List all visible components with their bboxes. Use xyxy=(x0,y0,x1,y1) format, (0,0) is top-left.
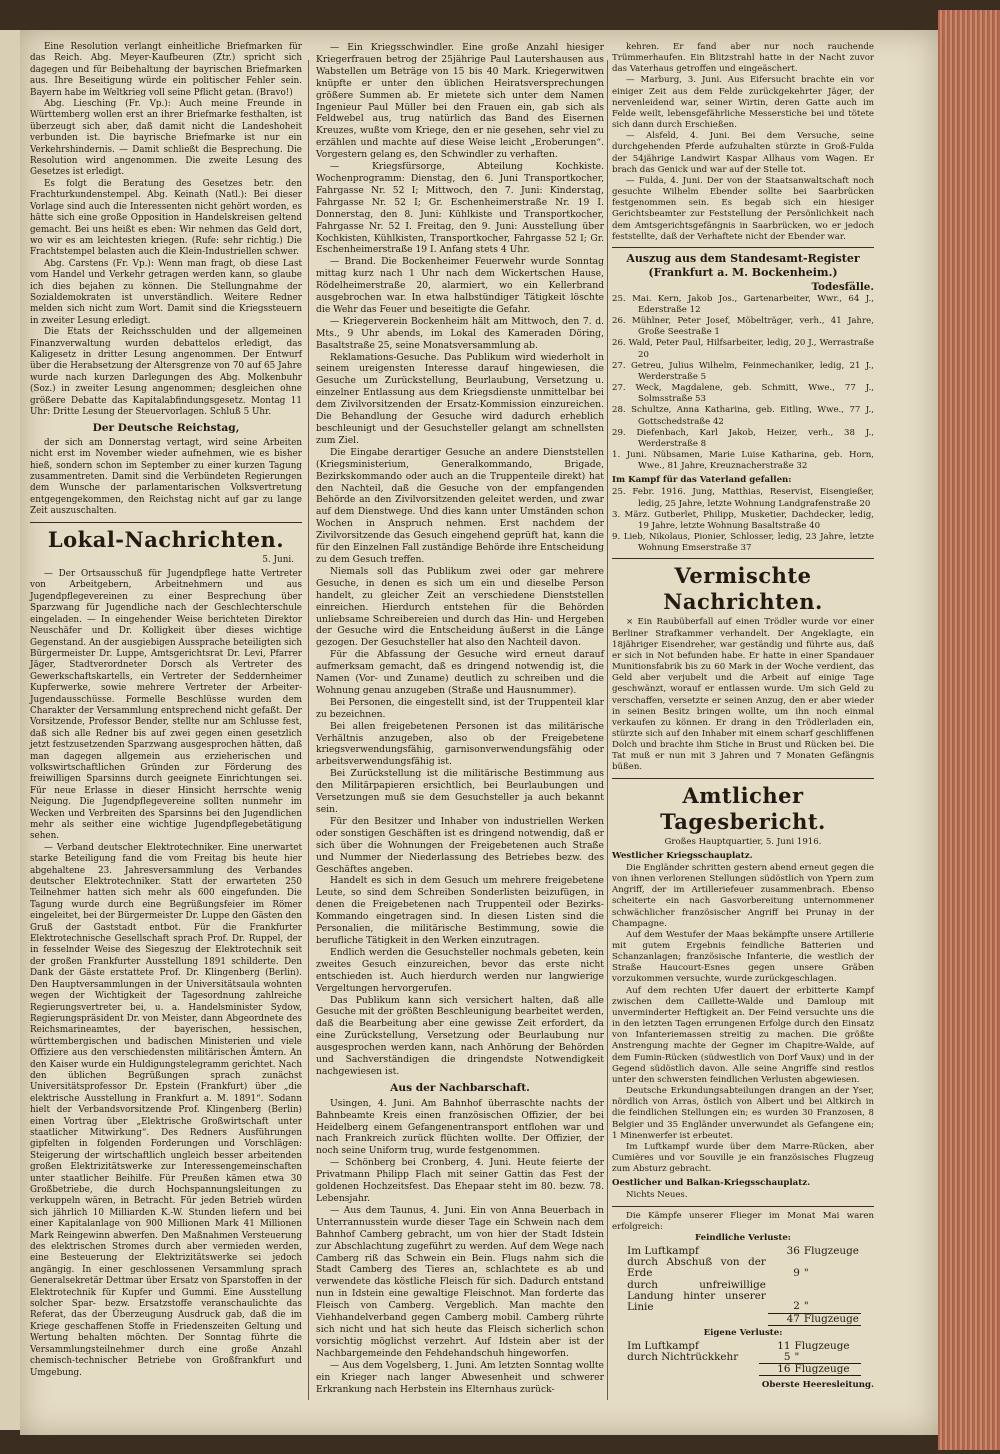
loss-total-row xyxy=(625,1364,861,1376)
divider xyxy=(612,1206,874,1207)
fallen-entry: 25. Febr. 1916. Jung, Matthias, Reservist, Eisengießer, ledig, 25 Jahre, letzte Wohnung Landgrafenstraße 20 xyxy=(612,487,874,509)
own-losses-table xyxy=(625,1341,861,1376)
article-paragraph: Auf dem rechten Ufer dauert der erbitterte Kampf zwischen dem Caillette-Walde und Damloup mit unverminderter Heftigkeit an. Der Feind versuchte uns die in den letzten Tagen errungenen Erfolge durch den Einsatz von Infanteriemassen streitig zu machen. Die größte Anstrengung machte der Gegner im Chapitre-Walde, auf dem Fumin-Rücken (südwestlich von Dorf Vaux) und in der Gegend südöstlich davon. Alle seine Angriffe sind restlos unter den schwersten feindlichen Verlusten abgewiesen. xyxy=(612,985,874,1085)
divider xyxy=(612,778,874,779)
west-heading: Westlicher Kriegsschauplatz. xyxy=(612,850,753,861)
article-paragraph: Bei Personen, die eingestellt sind, ist der Truppenteil klar zu bezeichnen. xyxy=(316,696,604,720)
article-paragraph: Eine Resolution verlangt einheitliche Briefmarken für das Reich. Abg. Meyer-Kaufbeuren (Ztr.) spricht sich dagegen und für Beibehaltung der bayrischen Briefmarken aus. Ihre Beseitigung würde ein politischer Fehler sein. Bayern habe im Weltkrieg voll seine Pflicht getan. (Bravo!) xyxy=(30,42,302,98)
article-paragraph: Für die Abfassung der Gesuche wird erneut darauf aufmerksam gemacht, daß es dringend notwendig ist, die Namen (Vor- und Zuname) deutlich zu schreiben und die Wohnung genau anzugeben (Straße und Hausnummer). xyxy=(316,649,604,696)
death-entry: 26. Wald, Peter Paul, Hilfsarbeiter, ledig, 20 J., Werrastraße 20 xyxy=(612,338,874,360)
loss-unit: " xyxy=(793,1352,861,1364)
loss-unit: " xyxy=(802,1280,861,1313)
loss-num: 2 xyxy=(768,1280,802,1313)
loss-row xyxy=(625,1352,861,1364)
deaths-heading: Todesfälle. xyxy=(811,280,874,293)
loss-total-unit: Flugzeuge xyxy=(793,1364,861,1376)
loss-label: durch Nichtrückkehr xyxy=(627,1351,739,1364)
register-title: Auszug aus dem Standesamt-Register xyxy=(626,251,860,265)
death-entry: 27. Getreu, Julius Wilhelm, Feinmechaniker, ledig, 21 J., Werderstraße 5 xyxy=(612,360,874,382)
article-paragraph: Bei Zurückstellung ist die militärische Bestimmung aus den Militärpapieren ersichtlich, bei Beurlaubungen und Versetzungen muß sie dem Gesuchsteller ja auch bekannt sein. xyxy=(316,768,604,815)
loss-unit: Flugzeuge xyxy=(803,1245,859,1258)
enemy-losses-table xyxy=(625,1246,861,1326)
death-entry: 27. Weck, Magdalene, geb. Schmitt, Wwe., 77 J., Solmsstraße 53 xyxy=(612,383,874,405)
article-paragraph: — Aus dem Taunus, 4. Juni. Ein von Anna Beuerbach in Unterrannusstein wurde dieser Tage ein Schwein nach dem Bahnhof Camberg gebracht, um von hier der Stadt Idstein zur Abschlachtung zugeführt zu werden. Auf dem Wege nach Camberg riß das Schwein ein Bein. Flugs nahm sich die Stadt Camberg des Tieres an, schlachtete es ab und verwendete das köstliche Fleisch für sich. Dadurch entstand nun in Idstein eine gewaltige Fleischnot. Man forderte das Fleisch von Camberg. Vergeblich. Man machte den Viehhandelverband gegen Camberg mobil. Camberg rührte sich nicht und hat sich heute das Fleisch sicherlich schon vorsichtig möglichst verzehrt. Auf Idstein aber ist der Nachbargemeinde den Fehdehandschuh hingeworfen. xyxy=(316,1204,604,1359)
fallen-list xyxy=(612,487,874,554)
loss-total-num: 16 xyxy=(759,1364,793,1376)
nachbarschaft-heading: Aus der Nachbarschaft. xyxy=(390,1081,530,1094)
fallen-heading: Im Kampf für das Vaterland gefallen: xyxy=(612,475,792,486)
article-paragraph: Die Eingabe derartiger Gesuche an andere Dienststellen (Kriegsministerium, Generalkommando, Brigade, Bezirkskommando oder auch an die Truppenteile direkt) hat den Nachteil, daß die Gesuche von der empfangenden Behörde an den Zivilvorsitzenden geleitet werden, und zwar auf dem Dienstwege. Und dies kann unter Umständen schon Wochen in Anspruch nehmen. Erst nachdem der Zivilvorsitzende das Gesuch eingehend geprüft hat, kann die für den Einzelnen Fall zuständige Behörde ihre Entscheidung zu dem Gesuch treffen. xyxy=(316,446,604,565)
loss-row xyxy=(625,1341,861,1352)
tagesbericht-heading: Amtlicher Tagesbericht. xyxy=(660,782,826,834)
article-paragraph: — Schönberg bei Cronberg, 4. Juni. Heute feierte der Privatmann Philipp Flach mit seiner Gattin das Fest der goldenen Hochzeitsfest. Das Ehepaar steht im 80. bezw. 78. Lebensjahr. xyxy=(316,1157,604,1204)
death-entry: 26. Mühlner, Peter Josef, Möbelträger, verh., 41 Jahre, Große Seestraße 1 xyxy=(612,316,874,338)
book-page-edges xyxy=(938,10,1000,1450)
loss-row xyxy=(625,1280,861,1313)
loss-label: durch Abschuß von der Erde xyxy=(627,1256,766,1280)
article-paragraph: — Ein Kriegsschwindler. Eine große Anzahl hiesiger Kriegerfrauen betrog der 25jährige Paul Lautershausen aus Wabstellen um Beträge von 15 bis 40 Mark. Kriegerwitwen knüpfte er unter den üblichen Heiratsversprechungen größere Summen ab. Er mietete sich unter dem Namen Ingenieur Paul Müller bei den Frauen ein, gab sich als Feldwebel aus, trug natürlich das Band des Eisernen Kreuzes, wußte vom Kriege, den er nie gesehen, sehr viel zu erzählen und machte auf diese Weise leicht „Eroberungen“. Vorgestern gelang es, den Schwindler zu verhaften. xyxy=(316,42,604,161)
loss-num: 11 xyxy=(777,1339,791,1352)
loss-total-row xyxy=(625,1313,861,1325)
enemy-losses-heading: Feindliche Verluste: xyxy=(695,1232,791,1243)
column-3 xyxy=(612,42,874,1391)
article-paragraph: Das Publikum kann sich versichert halten, daß alle Gesuche mit der größten Beschleunigung bearbeitet werden, daß die Bearbeitung aber eine gewisse Zeit erfordert, da eine Zurückstellung, Versetzung oder Beurlaubung nur ausgesprochen werden kann, nach Anhörung der Behörden und Sachverständigen die dringendste Notwendigkeit nachgewiesen ist. xyxy=(316,994,604,1077)
death-entry: 25. Mai. Kern, Jakob Jos., Gartenarbeiter, Wwr., 64 J., Ederstraße 12 xyxy=(612,293,874,315)
article-paragraph: kehren. Er fand aber nur noch rauchende Trümmerhaufen. Ein Blitzstrahl hatte in der Nacht zuvor das Vaterhaus getroffen und eingeäschert. xyxy=(612,42,874,75)
article-paragraph: Endlich werden die Gesuchsteller nochmals gebeten, kein zweites Gesuch einzureichen, bevor das erste nicht entschieden ist. Auch hierdurch werden nur langwierige Vergeltungen hervorgerufen. xyxy=(316,946,604,994)
loss-unit: Flugzeuge xyxy=(794,1339,850,1352)
loss-unit: " xyxy=(803,1267,809,1280)
vermischte-heading: Vermischte Nachrichten. xyxy=(663,563,823,615)
loss-label: durch unfreiwillige Landung hinter unserer Linie xyxy=(627,1278,766,1313)
column-rule-1 xyxy=(308,60,309,1400)
article-paragraph: der sich am Donnerstag vertagt, wird seine Arbeiten nicht erst im November wieder aufnehmen, wie es bisher hieß, sondern schon im September zu einer kurzen Tagung zusammentreten. Damit sind die Verbündeten Regierungen dem Wunsche der parlamentarischen Volksvertretung entgegengekommen, den Reichstag nicht auf gar zu lange Zeit auszuschalten. xyxy=(30,437,302,517)
loss-label: Im Luftkampf xyxy=(627,1339,699,1352)
register-subtitle: (Frankfurt a. M. Bockenheim.) xyxy=(648,265,838,279)
column-rule-2 xyxy=(607,60,608,1400)
article-paragraph: — Kriegerverein Bockenheim hält am Mittwoch, den 7. d. Mts., 9 Uhr abends, im Lokal des Kameraden Döring, Basaltstraße 25, seine Monatsversammlung ab. xyxy=(316,315,604,351)
loss-num: 5 xyxy=(759,1352,793,1364)
lokal-dateline: 5. Juni. xyxy=(262,554,294,565)
death-entry: 28. Schultze, Anna Katharina, geb. Eitling, Wwe., 77 J., Gottschedstraße 42 xyxy=(612,405,874,427)
death-entry: 29. Diefenbach, Karl Jakob, Heizer, verh., 38 J., Werderstraße 8 xyxy=(612,427,874,449)
loss-row xyxy=(625,1257,861,1279)
fallen-entry: 9. Lieb, Nikolaus, Pionier, Schlosser, ledig, 23 Jahre, letzte Wohnung Emserstraße 37 xyxy=(612,532,874,554)
loss-num: 9 xyxy=(793,1267,800,1280)
loss-num: 36 xyxy=(786,1245,800,1258)
column-2 xyxy=(316,42,604,1395)
loss-label: Im Luftkampf xyxy=(627,1245,699,1258)
deaths-list xyxy=(612,294,874,473)
divider xyxy=(30,522,302,523)
article-paragraph: Handelt es sich in dem Gesuch um mehrere freigebetene Leute, so sind dem Schreiben Sonderlisten beizufügen, in denen die Freigebetenen nach Truppenteil oder Bezirks-Kommando eingetragen sind. In diesen Listen sind die Personalien, die militärische Bestimmung, sowie die berufliche Tätigkeit in den Werken einzutragen. xyxy=(316,875,604,946)
article-paragraph: Bei allen freigebetenen Personen ist das militärische Verhältnis anzugeben, also ob der Freigebetene kriegsverwendungsfähig, garnisonverwendungsfähig oder arbeitsverwendungsfähig ist. xyxy=(316,720,604,768)
article-paragraph: Es folgt die Beratung des Gesetzes betr. den Frachturkundenstempel. Abg. Keinath (Natl.): Bei dieser Vorlage sind auch die Interessenten nicht gehört worden, es hätte sich eine große Opposition in Handelskreisen geltend gemacht. Bei uns heißt es eben: Wir nehmen das Geld dort, wo wir es am leichtesten kriegen. (Rufe: sehr richtig.) Die Frachtstempel belasten auch die Klein-Industriellen schwer. xyxy=(30,178,302,258)
lokal-nachrichten-heading: Lokal-Nachrichten. xyxy=(47,526,285,552)
article-paragraph: Für den Besitzer und Inhaber von industriellen Werken oder sonstigen Geschäften ist es dringend notwendig, daß er sich über die Wohnungen der Freigebetenen auch Straße und Nummer der Niederlassung des Betriebes bezw. des Geschäftes angeben. xyxy=(316,815,604,875)
article-paragraph: — Aus dem Vogelsberg, 1. Juni. Am letzten Sonntag wollte ein Krieger nach langer Abwesenheit und schwerer Erkrankung nach Herbstein ins Elternhaus zurück- xyxy=(316,1359,604,1395)
reichstag-heading: Der Deutsche Reichstag, xyxy=(92,422,240,435)
article-paragraph: — Brand. Die Bockenheimer Feuerwehr wurde Sonntag mittag kurz nach 1 Uhr nach dem Wickertschen Hause, Rödelheimerstraße 20, alarmiert, wo ein Kellerbrand ausgebrochen war. In etwa halbstündiger Tätigkeit löschte die Wehr das Feuer und beseitigte die Gefahr. xyxy=(316,256,604,315)
article-paragraph: Deutsche Erkundungsabteilungen drangen an der Yser, nördlich von Arras, östlich von Albert und bei Altkirch in die feindlichen Stellungen ein; es wurden 30 Franzosen, 8 Belgier und 35 Engländer unverwundet als Gefangene ein; 1 Minenwerfer ist erbeutet. xyxy=(612,1086,874,1141)
own-losses-heading: Eigene Verluste: xyxy=(703,1327,783,1338)
article-paragraph: Auf dem Westufer der Maas bekämpfte unsere Artillerie mit gutem Ergebnis feindliche Batterien und Schanzanlagen; französische Infanterie, die westlich der Straße Haucourt-Esnes gegen unsere Gräben vorzukommen versuchte, wurde zurückgeschlagen. xyxy=(612,929,874,985)
death-entry: 1. Juni. Nübsamen, Marie Luise Katharina, geb. Horn, Wwe., 81 Jahre, Kreuznacherstraße 32 xyxy=(612,450,874,472)
article-paragraph: Im Luftkampf wurde über dem Marre-Rücken, aber Cumières und vor Souville je ein französisches Flugzeug zum Absturz gebracht. xyxy=(612,1141,874,1175)
fallen-entry: 3. März. Gutberlet, Philipp, Musketier, Dachdecker, ledig, 19 Jahre, letzte Wohnung Basaltstraße 40 xyxy=(612,509,874,531)
loss-total-num: 47 xyxy=(768,1313,802,1325)
tagesbericht-dateline: Großes Hauptquartier, 5. Juni 1916. xyxy=(664,836,822,847)
article-paragraph: — Kriegsfürsorge, Abteilung Kochkiste. Wochenprogramm: Dienstag, den 6. Juni Transportkocher, Fahrgasse Nr. 52 I; Mittwoch, den 7. Juni: Kinderstag, Fahrgasse Nr. 52 I; Gr. Eschenheimerstraße Nr. 19 I. Donnerstag, den 8. Juni: Kühlkiste und Transportkocher, Fahrgasse Nr. 52 I. Freitag, den 9. Juni: Ausstellung über Kochkisten, Kühlkisten, Transportkocher, Fahrgasse 52 I; Gr. Eschenheimerstraße 19 I. Anfang stets 4 Uhr. xyxy=(316,161,604,256)
article-paragraph: Nichts Neues. xyxy=(626,1190,688,1201)
article-paragraph: × Ein Raubüberfall auf einen Trödler wurde vor einer Berliner Strafkammer verhandelt. Der Angeklagte, ein 18jähriger Eisendreher, war geständig und führte aus, daß er sich in Not befunden habe. Er hatte in einer Spandauer Munitionsfabrik bis zu 60 Mark in der Woche verdient, das Geld aber verjubelt und die Arbeit auf einige Tage geschwänzt, worauf er entlassen wurde. Um sich Geld zu verschaffen, versetzte er seinen Anzug, den er aber wieder in seinen Besitz bringen wollte, um ihn noch einmal verkaufen zu können. Er drang in den Trödlerladen ein, stürzte sich auf den Inhaber mit einem scharf geschliffenen Dolch und brachte ihm Stiche in Brust und Rücken bei. Die Tat muß er nun mit 3 Jahren und 7 Monaten Gefängnis büßen. xyxy=(612,617,874,773)
article-paragraph: Abg. Liesching (Fr. Vp.): Auch meine Freunde in Württemberg wollen erst an ihrer Briefmarke festhalten, ist überzeugt sich aber, daß damit nicht die Landeshoheit verbunden ist. Die bayrische Briefmarke ist nur ein Verkehrshindernis. — Damit schließt die Besprechung. Die Resolution wird angenommen. Die zweite Lesung des Gesetzes ist erledigt. xyxy=(30,99,302,178)
ost-heading: Oestlicher und Balkan-Kriegsschauplatz. xyxy=(612,1178,811,1189)
article-paragraph: Abg. Carstens (Fr. Vp.): Wenn man fragt, ob diese Last vom Handel und Verkehr getragen werden kann, so glaube ich dies bejahen zu können. Die Stellungnahme der Sozialdemokraten ist unverständlich. Weitere Redner melden sich nicht zum Wort. Damit sind die Kriegssteuern in zweiter Lesung erledigt. xyxy=(30,258,302,326)
article-paragraph: Reklamations-Gesuche. Das Publikum wird wiederholt in seinem ureigensten Interesse darauf hingewiesen, die Gesuche um Zurückstellung, Beurlaubung, Versetzung u. einzelner Entlassung aus dem Kriegsdienste unmittelbar bei dem Zivilvorsitzenden der Ersatz-Kommission einzureichen. Die Behandlung der Gesuche wird dadurch erheblich beschleunigt und der Gesuchsteller gelangt am schnellsten zum Ziel. xyxy=(316,351,604,446)
article-paragraph: Die Etats der Reichsschulden und der allgemeinen Finanzverwaltung wurden debattelos erledigt, das Kaligesetz in dritter Lesung angenommen. Der Entwurf über die Herabsetzung der Altersgrenze von 70 auf 65 Jahre wurde nach kurzen Darlegungen des Abg. Molkenbuhr (Soz.) in zweiter Lesung angenommen; desgleichen ohne größere Debatte das Kapitalabfindungsgesetz. Montag 11 Uhr: Dritte Lesung der Steuervorlagen. Schluß 5 Uhr. xyxy=(30,327,302,417)
article-paragraph: Usingen, 4. Juni. Am Bahnhof überraschte nachts der Bahnbeamte Kreis einen französischen Offizier, der bei Heidelberg einem Gefangenentransport entflohen war und nach Frankreich zurück flüchten wollte. Der Offizier, der noch seine Uniform trug, wurde festgenommen. xyxy=(316,1097,604,1157)
loss-label xyxy=(625,1313,768,1325)
column-1 xyxy=(30,42,302,1379)
article-paragraph: — Alsfeld, 4. Juni. Bei dem Versuche, seine durchgehenden Pferde aufzuhalten stürzte in Groß-Fulda der 54jährige Landwirt Kaspar Allhaus vom Wagen. Er brach das Genick und war auf der Stelle tot. xyxy=(612,131,874,175)
divider xyxy=(612,247,874,248)
previous-page-edge xyxy=(0,30,20,1430)
loss-total-unit: Flugzeuge xyxy=(803,1312,859,1325)
flieger-intro: Die Kämpfe unserer Flieger im Monat Mai waren erfolgreich: xyxy=(612,1210,874,1232)
article-paragraph: Die Engländer schritten gestern abend erneut gegen die von ihnen verlorenen Stellungen südöstlich von Ypern zum Angriff, der im Artilleriefeuer zusammenbrach. Ebenso scheiterte ein nach Gasvorbereitung unternommener schwächlicher französischer Angriff bei Prunay in der Champagne. xyxy=(612,862,874,929)
article-paragraph: — Der Ortsausschuß für Jugendpflege hatte Vertreter von Arbeitgebern, Arbeitnehmern und aus Jugendpflegevereinen zu einer Besprechung über Sparzwang für Jugendliche nach der Geschlechterschule eingeladen. — In eingehender Weise berichteten Direktor Neuschäfer und Dr. Kolligkeit über dieses wichtige Gegenstand. An der ausgiebigen Aussprache beteiligten sich Bürgermeister Dr. Luppe, Amtsgerichtsrat Dr. Levi, Pfarrer Jäger, Stadtverordneter Dorsch als Vertreter des Gewerkschaftskartells, ein Vertreter der Seddernheimer Kupferwerke, sowie mehrere Vertreter der Arbeiter-Jugendausschüsse. Formelle Beschlüsse wurden dem Charakter der Versammlung entsprechend nicht gefaßt. Der Vorsitzende, Professor Bender, stellte nur am Schlusse fest, daß sich alle Redner bis auf zwei gegen einen gesetzlich jetzt festzusetzenden Sparzwang ausgesprochen hätten, daß man dagegen allgemein aus erzieherischen und volkswirtschaftlichen Gründen zur Förderung des freiwilligen Sparsinns durch geeignete Einrichtungen sei. Für neue Erlasse in dieser Hinsicht herrschte wenig Neigung. Die Jugendpflegevereine sollten nunmehr im Wecken und Verbreiten des Sparsinns bei den Jugendlichen mehr als seither eine wichtige Jugendpflegebetätigung sehen. xyxy=(30,569,302,842)
divider xyxy=(612,558,874,559)
article-paragraph: — Verband deutscher Elektrotechniker. Eine unerwartet starke Beteiligung fand die vom Freitag bis heute hier abgehaltene 23. Jahresversammlung des Verbandes deutscher Elektrotechniker. Statt der erwarteten 250 Teilnehmer hatten sich mehr als 600 eingefunden. Die Tagung wurde durch eine Begrüßungsfeier im Römer eingeleitet, bei der Bürgermeister Dr. Luppe den Gästen den Gruß der Gaststadt entbot. Für die Frankfurter Elektrotechnische Gesellschaft sprach Prof. Dr. Ruppel, der in fesselnder Weise des Siegeszug der Elektrotechnik seit der großen Frankfurter Ausstellung 1891 schilderte. Den Dank der Gäste erstattete Prof. Dr. Klingenberg (Berlin). Den Hauptversammlungen in der Universitätsaula wohnten wegen der Wichtigkeit der Tagesordnung zahlreiche Regierungsvertreter bei, u. a. Handelsminister Sydow, Regierungspräsident Dr. von Meister, dann Abgeordnete des Reichsmarineamtes, der bayerischen, hessischen, württembergischen und badischen Ministerien und viele Offiziere aus den verschiedensten militärischen Ämtern. An den Kaiser wurde ein Huldigungstelegramm gerichtet. Nach den üblichen Begrüßungen sprach zunächst Universitätsprofessor Dr. Epstein (Frankfurt) über „die elektrische Ausstellung in Frankfurt a. M. 1891“. Sodann hielt der Verbandsvorsitzende Prof. Klingenberg (Berlin) einen Vortrag über „Elektrische Großwirtschaft unter staatlicher Mitwirkung“. Des Redners Ausführungen gipfelten in folgenden Forderungen und Vorschlägen: Steigerung der wirtschaftlich ungleich besser arbeitenden großen Elektrizitätswerke zur Interessengemeinschaften unter staatlicher Beihilfe. Für Preußen kämen etwa 30 Großbetriebe, die durch Hochspannungsleitungen zu verkuppeln wären, in Betracht. Für jeden Betrieb würden sich jährlich 10 Milliarden K.-W. Stunden liefern und bei einer Kapitalanlage von 900 Millionen Mark 41 Millionen Mark Reingewinn abwerfen. Den Maßnahmen Versteuerung des elektrischen Stromes durch aber vermieden werden, eine Besteuerung der Elektrizitätswerke sei jedoch angängig. In einer geschlossenen Versammlung sprach Generalsekretär Dettmar über Ersatz von Sparstoffen in der Elektrotechnik für Kupfer und Gummi. Eine Ausstellung solcher Spar- bezw. Ersatzstoffe veranschaulichte das Referat, das der Überzeugung Ausdruck gab, daß die im Kriege geschaffenen Stoffe in Friedenszeiten Geltung und Wertung behalten möchten. Der Sonntag führte die Versammlungsteilnehmer durch eine große Anzahl chemisch-technischer Betriebe von Großfrankfurt und Umgebung. xyxy=(30,842,302,1378)
signature: Oberste Heeresleitung. xyxy=(761,1380,874,1391)
article-paragraph: — Marburg, 3. Juni. Aus Eifersucht brachte ein vor einiger Zeit aus dem Felde zurückgekehrter Jäger, der nervenleidend war, seiner Wirtin, deren Gatte auch im Felde weilt, lebensgefährliche Messerstiche bei und tötete sich dann durch Erschießen. xyxy=(612,75,874,131)
article-paragraph: — Fulda, 4. Juni. Der von der Staatsanwaltschaft noch gesuchte Wilhelm Ebender sollte bei Saarbrücken festgenommen sein. Es begab sich ein hiesiger Gerichtsbeamter zur Feststellung der Persönlichkeit nach dem Amtsgerichtsgefängnis in Saarbrücken, wo er jedoch feststellte, daß der Verhaftete nicht der Ebender war. xyxy=(612,175,874,242)
loss-label xyxy=(625,1364,758,1376)
article-paragraph: Niemals soll das Publikum zwei oder gar mehrere Gesuche, in denen es sich um ein und dieselbe Person handelt, zu gleicher Zeit an verschiedene Dienststellen einreichen. Hierdurch entstehen für die Behörden unliebsame Schreibereien und durch das Hin- und Hergeben der Gesuche wird die Entscheidung äußerst in die Länge gezogen. Der Gesuchsteller hat also den Nachteil davon. xyxy=(316,565,604,649)
